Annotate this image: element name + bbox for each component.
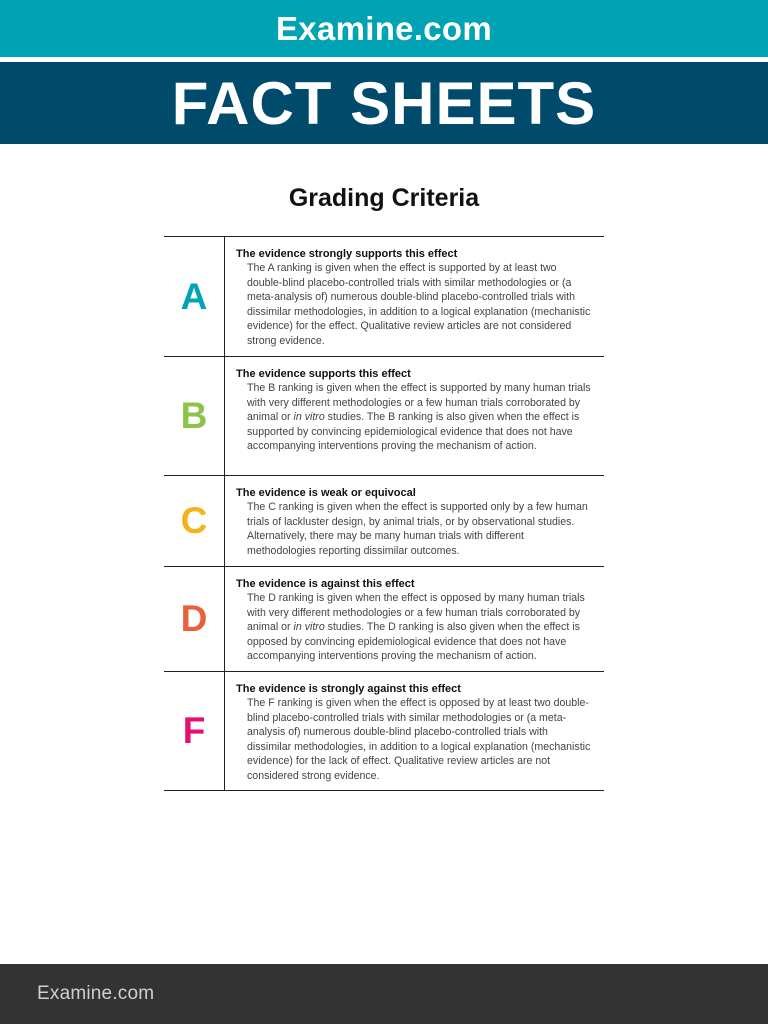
title-banner (0, 62, 768, 144)
section-title: Grading Criteria (288, 184, 480, 212)
brand-logo-text: Examine.com (275, 9, 493, 47)
page-title: FACT SHEETS (171, 69, 597, 137)
grade-heading-f: The evidence is strongly against this effect (236, 683, 461, 695)
grade-description-a: The A ranking is given when the effect is supported by at least two double-blind placebo-controlled trials with similar methodologies or (a meta-analysis of) numerous double-blind placebo-controlled trials with dissimilar methodologies, in addition to a logical explanation (mechanistic evidence) for the effect. Qualitative review articles are not considered strong evidence. (247, 262, 591, 347)
grade-letter-cell (164, 476, 225, 566)
grade-text-cell (225, 567, 604, 671)
grade-description-b: The B ranking is given when the effect is supported by many human trials with very different methodologies or a few human trials corroborated by animal or in vitro studies. The B ranking is also given when the effect is supported by convincing epidemiological evidence that does not have accompanying interventions proving the mechanism of action. (247, 382, 591, 452)
grade-letter-f: F (182, 710, 206, 751)
grade-row-b (164, 357, 604, 476)
grade-row-c (164, 476, 604, 567)
grade-text-cell (225, 237, 604, 356)
grade-letter-cell (164, 357, 225, 475)
grade-heading-d: The evidence is against this effect (236, 578, 415, 590)
grade-text-cell (225, 357, 604, 475)
grade-letter-cell (164, 672, 225, 790)
grade-letter-a: A (180, 275, 208, 317)
grade-text-cell (225, 672, 604, 790)
footer-brand-logo-text: Examine.com (37, 983, 155, 1004)
grade-row-d (164, 567, 604, 672)
grade-description-d: The D ranking is given when the effect is opposed by many human trials with very different methodologies or a few human trials corroborated by animal or in vitro studies. The D ranking is also given when the effect is opposed by convincing epidemiological evidence that does not have accompanying interventions proving the mechanism of action. (247, 592, 585, 662)
footer-bar (0, 964, 768, 1024)
grade-text-cell (225, 476, 604, 566)
grade-letter-cell (164, 237, 225, 356)
grade-letter-b: B (180, 395, 208, 436)
grade-heading-c: The evidence is weak or equivocal (236, 487, 416, 499)
grade-description-f: The F ranking is given when the effect is opposed by at least two double-blind placebo-controlled trials with similar methodologies or (a meta-analysis of) numerous double-blind placebo-controlled trials with dissimilar methodologies, in addition to a logical explanation (mechanistic evidence) for the lack of effect. Qualitative review articles are not considered strong evidence. (247, 697, 591, 782)
grade-letter-d: D (180, 598, 208, 639)
grade-letter-c: C (180, 500, 208, 541)
grade-description-c: The C ranking is given when the effect is supported only by a few human trials of lackluster design, by animal trials, or by observational studies. Alternatively, there may be many human trials with different methodologies reporting dissimilar outcomes. (247, 501, 588, 557)
grade-heading-b: The evidence supports this effect (236, 368, 411, 380)
grade-row-f (164, 672, 604, 791)
grade-row-a (164, 237, 604, 357)
brand-header-bar (0, 0, 768, 57)
grade-letter-cell (164, 567, 225, 671)
grade-heading-a: The evidence strongly supports this effect (236, 248, 458, 260)
grading-criteria-table (164, 236, 604, 791)
